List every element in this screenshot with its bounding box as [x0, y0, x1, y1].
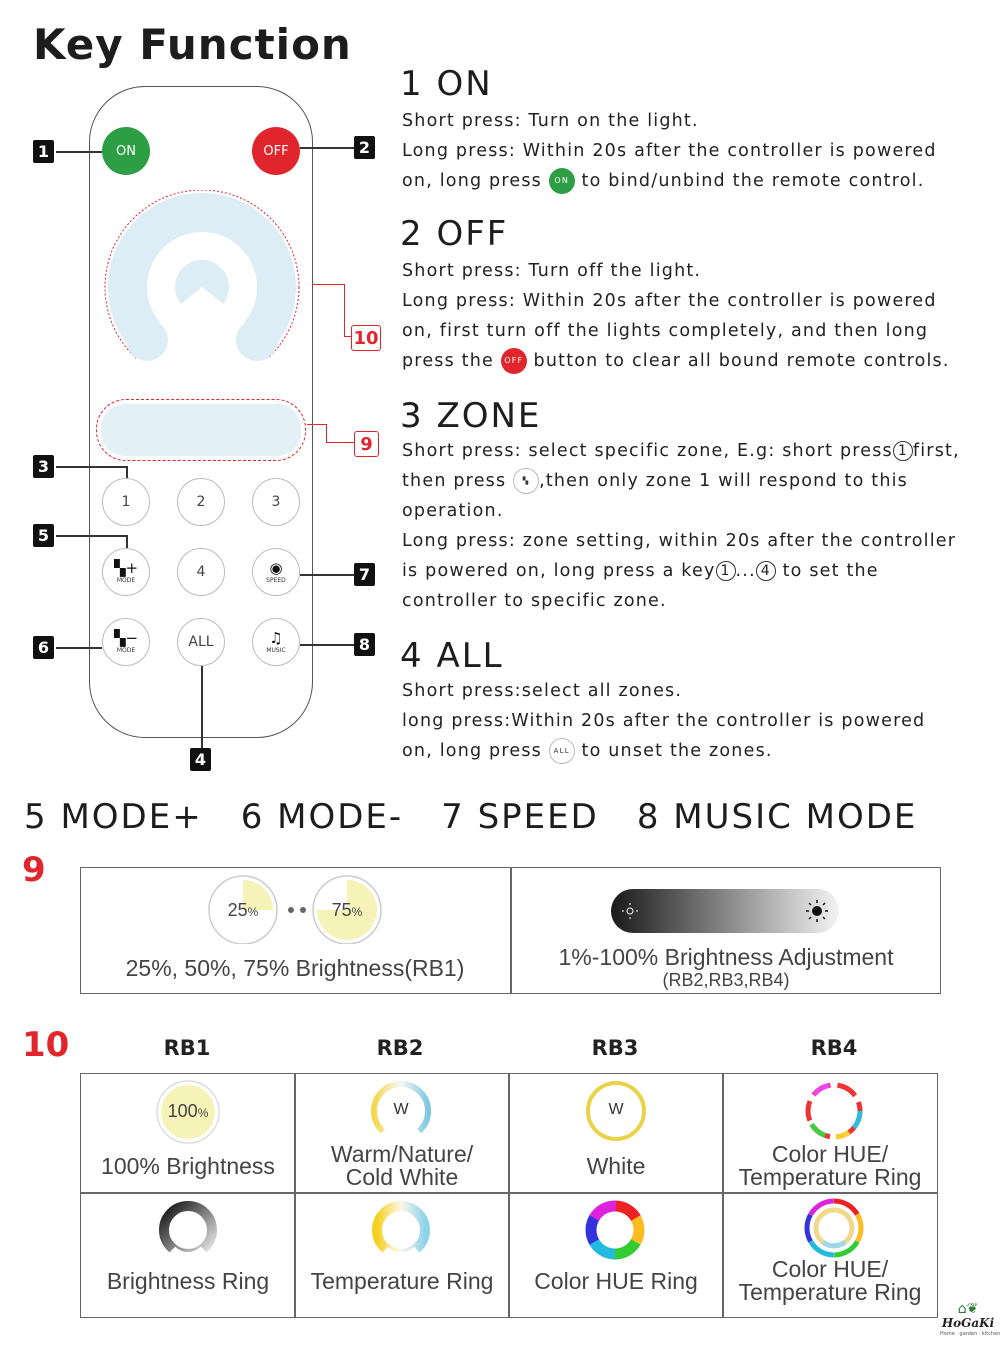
badge-4: 4 — [190, 748, 211, 771]
color-temp-full-ring-icon — [803, 1197, 865, 1259]
zone-text-1 — [402, 436, 960, 466]
rb3-row2-caption: Color HUE Ring — [534, 1268, 698, 1294]
zone-text-4: Long press: zone setting, within 20s after the controller — [402, 531, 957, 551]
zone-3-button[interactable] — [252, 478, 300, 526]
on-text-3a: on, long press — [402, 171, 542, 191]
brightness-adjust-caption: 1%-100% Brightness Adjustment — [558, 944, 894, 970]
badge-9: 9 — [354, 431, 379, 457]
badge-7: 7 — [354, 563, 375, 586]
on-text-1: Short press: Turn on the light. — [402, 111, 699, 131]
on-text-2: Long press: Within 20s after the controller is powered — [402, 141, 937, 161]
zone-inline-num-1: 1 — [893, 441, 913, 461]
on-button-label: ON — [116, 143, 136, 159]
music-button[interactable] — [252, 618, 300, 666]
mode-inline-icon: ▚ — [513, 468, 539, 494]
all-text-1: Short press:select all zones. — [402, 681, 683, 701]
all-text-3 — [402, 736, 773, 766]
hogaki-logo — [940, 1301, 1000, 1346]
on-text-3b: to bind/unbind the remote control. — [581, 171, 925, 191]
rb1-row1-caption: 100% Brightness — [101, 1153, 275, 1179]
rb4-row1-caption-2: Temperature Ring — [738, 1164, 922, 1190]
badge-1: 1 — [33, 140, 54, 163]
page-title: Key Function — [33, 20, 352, 69]
badge-3: 3 — [33, 455, 54, 478]
off-text-1: Short press: Turn off the light. — [402, 261, 702, 281]
music-note-icon: ♫ — [269, 628, 283, 647]
all-text-3a: on, long press — [402, 741, 542, 761]
touch-ring-area[interactable] — [98, 190, 306, 390]
temperature-ring-icon — [370, 1199, 432, 1261]
mode-minus-caption: MODE — [116, 646, 136, 654]
zone-text-6: controller to specific zone. — [402, 591, 667, 611]
zone-1-button[interactable] — [102, 478, 150, 526]
zone-inline-num-a: 1 — [716, 561, 736, 581]
brightness-ring-icon — [157, 1199, 219, 1261]
all-inline-icon: ALL — [549, 738, 575, 764]
rb2-row1-caption-2: Cold White — [345, 1164, 459, 1190]
rb1-25-value — [214, 900, 272, 921]
mode-plus-icon: ▚+ — [113, 558, 139, 577]
zone-2-label: 2 — [196, 494, 206, 510]
off-text-3: on, first turn off the lights completely, and then long — [402, 321, 929, 341]
rb1-100-number: 100 — [167, 1101, 198, 1121]
zone-2-button[interactable] — [177, 478, 225, 526]
rb4-row2-caption-1: Color HUE/ — [771, 1256, 889, 1282]
rb3-w-label: W — [608, 1101, 624, 1118]
zone-text-2a: then press — [402, 471, 507, 491]
mode-plus-caption: MODE — [116, 576, 136, 584]
logo-tagline: Home · garden · kitchen — [940, 1331, 1000, 1337]
off-button[interactable] — [252, 127, 300, 175]
off-text-4a: press the — [402, 351, 495, 371]
color-hue-ring-icon — [584, 1199, 646, 1261]
section-9-label: 9 — [22, 850, 46, 890]
on-heading: 1 ON — [400, 64, 493, 104]
rb3-header: RB3 — [591, 1036, 639, 1060]
zone-text-1a: Short press: select specific zone, E.g: short press — [402, 441, 893, 461]
all-label: ALL — [188, 634, 214, 650]
rb2-row2-caption: Temperature Ring — [310, 1268, 494, 1294]
zone-text-5a: is powered on, long press a key — [402, 561, 716, 581]
zone-4-label: 4 — [196, 564, 206, 580]
zone-heading: 3 ZONE — [400, 396, 542, 436]
zone-3-label: 3 — [271, 494, 281, 510]
rb1-25-unit: % — [247, 905, 259, 919]
mode-minus-icon: ▚− — [113, 628, 139, 647]
logo-text: HoGaKi — [941, 1316, 995, 1330]
zone-inline-num-b: 4 — [756, 561, 776, 581]
zone-1-label: 1 — [121, 494, 131, 510]
rb3-row1-caption: White — [586, 1153, 646, 1179]
off-text-2: Long press: Within 20s after the controller is powered — [402, 291, 937, 311]
rb1-25-number: 25 — [227, 900, 248, 920]
rb4-header: RB4 — [810, 1036, 858, 1060]
modes-row — [24, 797, 955, 837]
rb2-row1-caption-1: Warm/Nature/ — [330, 1141, 474, 1167]
off-heading: 2 OFF — [400, 214, 509, 254]
rb1-header: RB1 — [163, 1036, 211, 1060]
on-button[interactable] — [102, 127, 150, 175]
badge-10: 10 — [351, 325, 381, 351]
badge-6: 6 — [33, 636, 54, 659]
rb1-75-number: 75 — [331, 900, 352, 920]
rb1-row2-caption: Brightness Ring — [106, 1268, 270, 1294]
all-text-2: long press:Within 20s after the controller is powered — [402, 711, 926, 731]
all-text-3b: to unset the zones. — [581, 741, 773, 761]
speed-text: 7 SPEED — [441, 797, 599, 837]
off-button-label: OFF — [263, 143, 289, 159]
zone-ellipsis: ... — [735, 561, 756, 581]
badge-8: 8 — [354, 633, 375, 656]
brightness-slider-icon — [610, 888, 842, 934]
rb4-row2-caption-2: Temperature Ring — [738, 1279, 922, 1305]
brightness-strip[interactable] — [101, 404, 301, 456]
on-text-3 — [402, 166, 924, 196]
mode-minus-text: 6 MODE- — [240, 797, 404, 837]
mode-plus-button[interactable] — [102, 548, 150, 596]
rb1-100-unit: % — [197, 1106, 209, 1120]
rb2-w-label: W — [393, 1101, 409, 1118]
zone-text-1b: first, — [912, 441, 960, 461]
music-mode-text: 8 MUSIC MODE — [636, 797, 918, 837]
rb1-caption: 25%, 50%, 75% Brightness(RB1) — [125, 955, 465, 981]
off-text-4b: button to clear all bound remote controls. — [533, 351, 950, 371]
rb4-row1-caption-1: Color HUE/ — [771, 1141, 889, 1167]
zone-text-5b: to set the — [782, 561, 879, 581]
badge-2: 2 — [354, 136, 375, 159]
rb1-75-value — [318, 900, 376, 921]
music-caption: MUSIC — [266, 646, 286, 654]
color-temp-ring-icon — [802, 1079, 866, 1143]
speed-button[interactable] — [252, 548, 300, 596]
rb1-100-value — [155, 1101, 221, 1122]
zone-text-5 — [402, 556, 879, 586]
house-leaf-icon: ⌂❦ — [957, 1301, 979, 1317]
zone-4-button[interactable] — [177, 548, 225, 596]
all-button[interactable] — [177, 618, 225, 666]
zone-text-2 — [402, 466, 908, 496]
section-10-label: 10 — [22, 1025, 70, 1065]
badge-5: 5 — [33, 524, 54, 547]
speed-icon: ◉ — [269, 558, 283, 577]
on-inline-icon: ON — [549, 168, 575, 194]
zone-text-2b: ,then only zone 1 will respond to this — [539, 471, 908, 491]
speed-caption: SPEED — [266, 576, 286, 584]
brightness-adjust-sub: (RB2,RB3,RB4) — [662, 970, 790, 990]
off-inline-icon: OFF — [501, 348, 527, 374]
off-text-4 — [402, 346, 950, 376]
zone-text-3: operation. — [402, 501, 504, 521]
rb1-75-unit: % — [351, 905, 363, 919]
mode-minus-button[interactable] — [102, 618, 150, 666]
all-heading: 4 ALL — [400, 636, 504, 676]
rb2-header: RB2 — [376, 1036, 424, 1060]
mode-plus-text: 5 MODE+ — [24, 797, 203, 837]
